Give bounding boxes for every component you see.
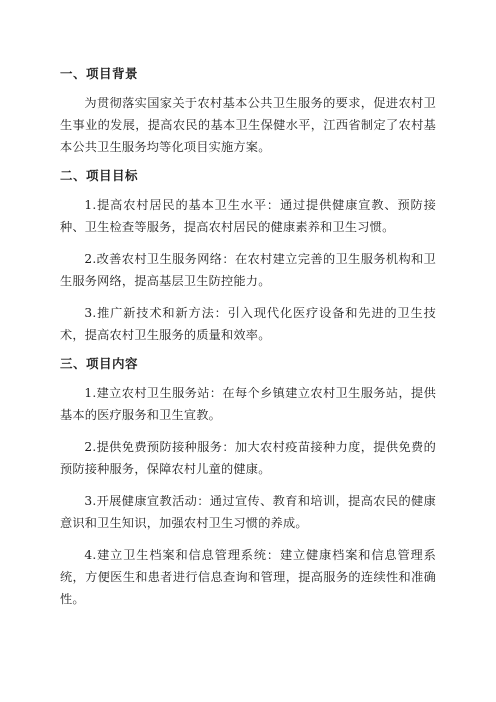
paragraph: 3.推广新技术和新方法：引入现代化医疗设备和先进的卫生技术，提高农村卫生服务的质量和效率。 xyxy=(60,306,436,342)
section-heading: 三、项目内容 xyxy=(60,356,139,371)
section-goals xyxy=(60,168,436,346)
paragraph: 1.提高农村居民的基本卫生水平：通过提供健康宣教、预防接种、卫生检查等服务，提高农村居民的健康素养和卫生习惯。 xyxy=(60,198,436,234)
paragraph: 1.建立农村卫生服务站：在每个乡镇建立农村卫生服务站，提供基本的医疗服务和卫生宣教。 xyxy=(60,386,436,422)
paragraph: 4.建立卫生档案和信息管理系统：建立健康档案和信息管理系统，方便医生和患者进行信息查询和管理，提高服务的连续性和准确性。 xyxy=(60,548,436,606)
section-background xyxy=(60,66,436,158)
paragraph: 2.提供免费预防接种服务：加大农村疫苗接种力度，提供免费的预防接种服务，保障农村儿童的健康。 xyxy=(60,440,436,476)
section-heading: 二、项目目标 xyxy=(60,168,139,183)
paragraph: 为贯彻落实国家关于农村基本公共卫生服务的要求，促进农村卫生事业的发展，提高农民的基本卫生保健水平，江西省制定了农村基本公共卫生服务均等化项目实施方案。 xyxy=(60,96,436,154)
section-content xyxy=(60,356,436,610)
paragraph: 3.开展健康宣教活动：通过宣传、教育和培训，提高农民的健康意识和卫生知识，加强农村卫生习惯的养成。 xyxy=(60,494,436,530)
section-heading: 一、项目背景 xyxy=(60,66,139,81)
paragraph: 2.改善农村卫生服务网络：在农村建立完善的卫生服务机构和卫生服务网络，提高基层卫生防控能力。 xyxy=(60,252,436,288)
